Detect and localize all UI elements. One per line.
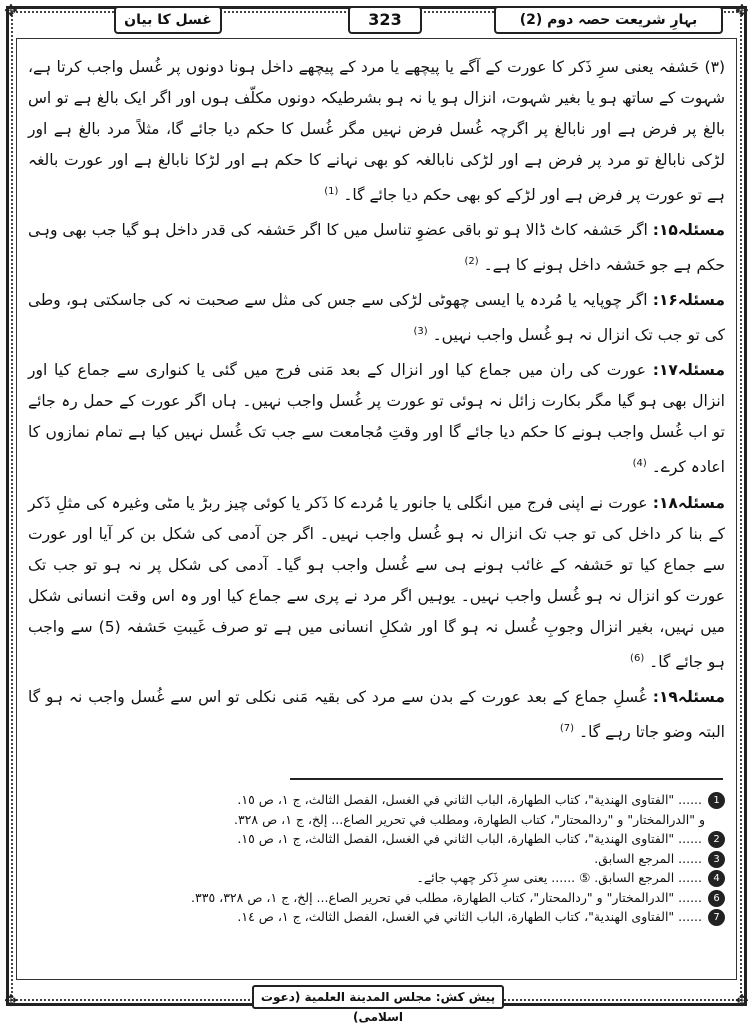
publisher-footer: پیش کش: مجلس المدينة العلمية (دعوت اسلامی) xyxy=(252,985,504,1009)
masala-label: مسئلہ۱۹: xyxy=(652,687,725,706)
paragraph: (۳) حَشفہ یعنی سرِ ذَکر کا عورت کے آگے یا پیچھے یا مرد کے پیچھے داخل ہونا دونوں پر غُسل واجب کرتا ہے، شہوت کے ساتھ ہو یا بغیر شہوت، انزال ہو یا نہ ہو بشرطیکہ دونوں مکلّف ہوں اور اگر ایک بالغ ہے تو اس بالغ پر فرض ہے اور نابالغ پر اگرچہ غُسل فرض نہیں مگر غُسل کا حکم دیا جائے گا، مثلاً مرد بالغ ہے اور لڑکی نابالغ تو مرد پر فرض ہے اور لڑکی نابالغہ کو بھی نہانے کا حکم ہے اور لڑکا نابالغ ہے اور عورت بالغہ ہے تو عورت پر فرض ہے اور لڑکے کو بھی حکم دیا جائے گا۔ $^{(1)}$ xyxy=(28,58,725,205)
footnotes xyxy=(28,790,725,927)
page-number: 323 xyxy=(348,6,422,34)
footnote: 3...... المرجع السابق. xyxy=(28,849,725,869)
footnote-number: 6 xyxy=(708,890,725,907)
page-header xyxy=(16,4,737,34)
footnote-marker: (1) xyxy=(324,186,339,197)
footnote-marker: (2) xyxy=(464,256,479,268)
footnote-marker: (3) xyxy=(413,326,428,338)
corner-ornament-icon: ✥ xyxy=(735,1,749,20)
footnote: 2...... "الفتاوى الهندية"، كتاب الطهارة، الباب الثاني في الغسل، الفصل الثالث، ج ١، ص ١٥. xyxy=(28,829,725,849)
masala-label: مسئلہ۱۸: xyxy=(652,493,725,512)
footnote-number: 7 xyxy=(708,909,725,926)
footnote-marker: (6) xyxy=(630,652,645,664)
masala-paragraph: مسئلہ۱۹: غُسلِ جماع کے بعد عورت کے بدن سے مرد کی بقیہ مَنی نکلی تو اس سے غُسل واجب نہ ہو گا البتہ وضو جاتا رہے گا۔ $^{(7)}$ xyxy=(28,687,725,741)
corner-ornament-icon: ✥ xyxy=(4,1,18,20)
footnote-divider xyxy=(290,778,723,780)
chapter-title: غسل کا بیان xyxy=(114,6,222,34)
corner-ornament-icon: ✥ xyxy=(4,991,18,1010)
footnote-number: 1 xyxy=(708,792,725,809)
masala-paragraph: مسئلہ۱۵: اگر حَشفہ کاٹ ڈالا ہو تو باقی عضوِ تناسل میں کا اگر حَشفہ کی قدر داخل ہو گیا جب بھی وہی حکم ہے جو حَشفہ داخل ہونے کا ہے۔ $^{(2)}$ xyxy=(28,221,725,275)
masala-paragraph: مسئلہ۱۶: اگر چوپایہ یا مُردہ یا ایسی چھوٹی لڑکی سے جس کی مثل سے صحبت نہ کی جاسکتی ہو، وطی کی تو جب تک انزال نہ ہو غُسل واجب نہیں۔ $^{(3)}$ xyxy=(28,291,725,345)
footnote: 6...... "الدرالمختار" و "ردالمحتار"، كتاب الطهارة، مطلب في تحرير الصاع... إلخ، ج ١، ص ٣٢٨، ٣٣٥. xyxy=(28,888,725,908)
masala-label: مسئلہ۱۶: xyxy=(652,291,725,310)
footnote: 4...... المرجع السابق. ⑤ ...... یعنی سرِ ذَکر چھپ جائے۔ xyxy=(28,868,725,888)
masala-paragraph: مسئلہ۱۸: عورت نے اپنی فرج میں انگلی یا جانور یا مُردے کا ذَکر یا کوئی چیز ربڑ یا مٹی وغیرہ کی مثلِ ذَکر کے بنا کر داخل کی تو جب تک انزال نہ ہو غُسل واجب نہیں۔ اگر جن آدمی کی شکل بن کر آیا اور عورت سے جماع کیا تو حَشفہ کے غائب ہونے ہی سے غُسل واجب ہو گیا۔ آدمی کی شکل پر نہ ہو تو جب تک عورت کو انزال نہ ہو غُسل واجب نہیں۔ یوہیں اگر مرد نے پری سے جماع کیا اور وہ اس وقت انسانی شکل میں نہیں، بغیر انزال وجوبِ غُسل نہ ہو گا اور شکلِ انسانی میں ہے تو صرف غَیبتِ حَشفہ (5) سے واجب ہو جائے گا۔ $^{(6)}$ xyxy=(28,493,725,671)
footnote-continuation: و "الدرالمختار" و "ردالمحتار"، كتاب الطهارة، ومطلب في تحرير الصاع... إلخ، ج ١، ص ٣٢٨. xyxy=(233,811,705,827)
main-text xyxy=(28,52,725,764)
book-title: بہارِ شریعت حصہ دوم (2) xyxy=(494,6,723,34)
footnote-number: 3 xyxy=(708,851,725,868)
footnote-marker: (4) xyxy=(632,458,647,470)
footnote: 7...... "الفتاوى الهندية"، كتاب الطهارة، الباب الثاني في الغسل، الفصل الثالث، ج ١، ص ١٤. xyxy=(28,907,725,927)
masala-label: مسئلہ۱۷: xyxy=(652,361,725,380)
masala-label: مسئلہ۱۵: xyxy=(652,221,725,240)
footnote: 1...... "الفتاوى الهندية"، كتاب الطهارة، الباب الثاني في الغسل، الفصل الثالث، ج ١، ص ١٥. xyxy=(28,790,725,810)
corner-ornament-icon: ✥ xyxy=(735,991,749,1010)
masala-paragraph: مسئلہ۱۷: عورت کی ران میں جماع کیا اور انزال کے بعد مَنی فرج میں گئی یا کنواری سے جماع کیا اور انزال بھی ہو گیا مگر بکارت زائل نہ ہوئی تو عورت پر غُسل واجب نہیں۔ ہاں اگر عورت کے حمل رہ جائے تو اب غُسل واجب ہونے کا حکم دیا جائے گا اور وقتِ مُجامعت سے جب تک غُسل نہیں کیا ہے تمام نمازوں کا اعادہ کرے۔ $^{(4)}$ xyxy=(28,361,725,477)
footnote-marker: (7) xyxy=(559,722,575,734)
footnote-number: 4 xyxy=(708,870,725,887)
footnote-number: 2 xyxy=(708,831,725,848)
